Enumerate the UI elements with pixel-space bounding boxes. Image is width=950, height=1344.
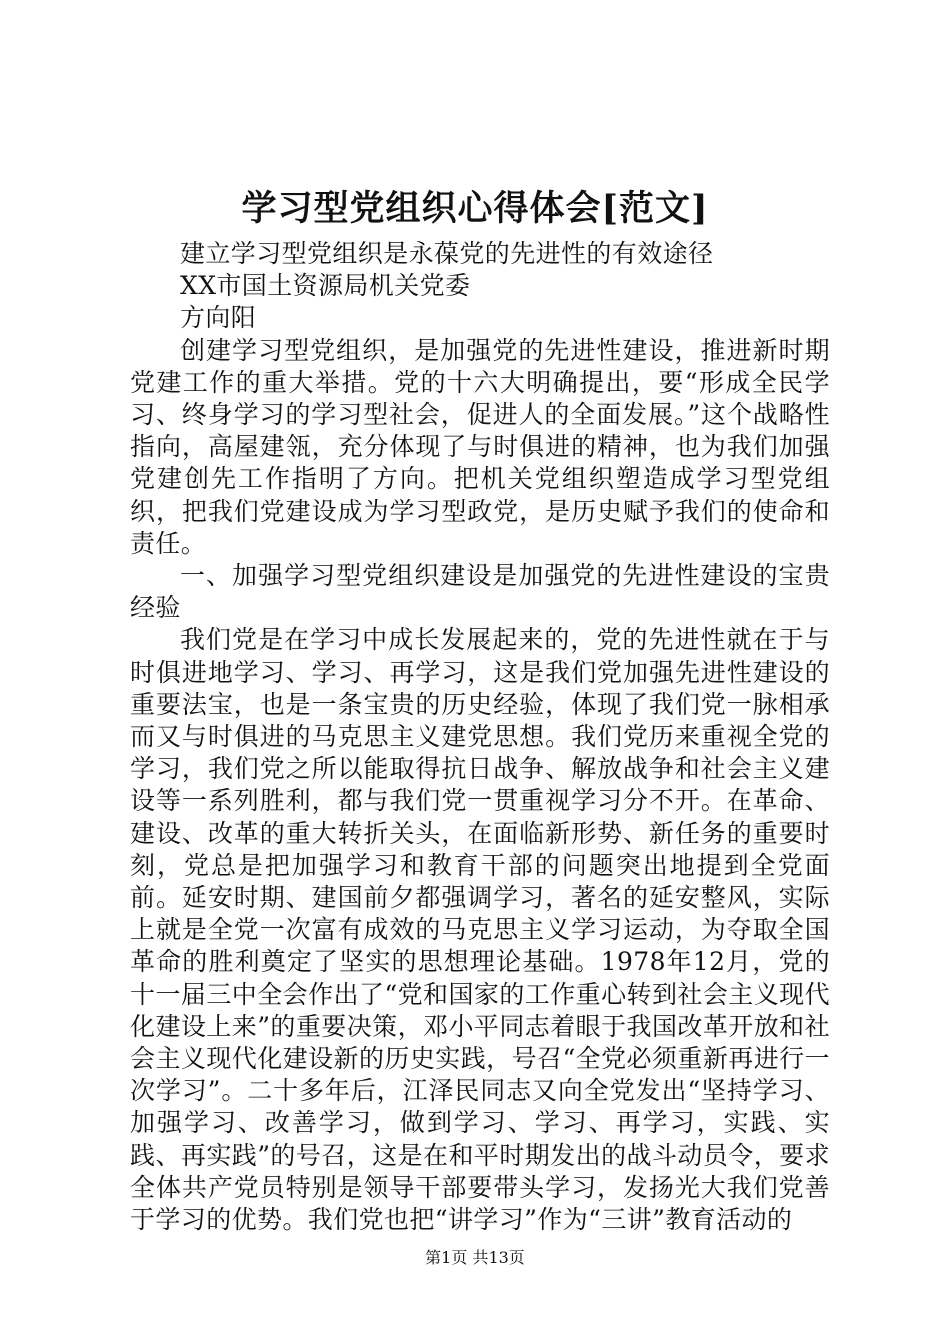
author-line: 方向阳 xyxy=(180,303,257,333)
body-paragraph: 我们党是在学习中成长发展起来的，党的先进性就在于与时俱进地学习、学习、再学习，这是我们党加强先进性建设的重要法宝，也是一条宝贵的历史经验，体现了我们党一脉相承而又与时俱进的马克思主义建党思想。我们党历来重视全党的学习，我们党之所以能取得抗日战争、解放战争和社会主义建设等一系列胜利，都与我们党一贯重视学习分不开。在革命、建设、改革的重大转折关头，在面临新形势、新任务的重要时刻，党总是把加强学习和教育干部的问题突出地提到全党面前。延安时期、建国前夕都强调学习，著名的延安整风，实际上就是全党一次富有成效的马克思主义学习运动，为夺取全国革命的胜利奠定了坚实的思想理论基础。1978年12月，党的十一届三中全会作出了“党和国家的工作重心转到社会主义现代化建设上来”的重要决策，邓小平同志着眼于我国改革开放和社会主义现代化建设新的历史实践，号召“全党必须重新再进行一次学习”。二十多年后，江泽民同志又向全党发出“坚持学习、加强学习、改善学习，做到学习、学习、再学习，实践、实践、再实践”的号召，这是在和平时期发出的战斗动员令，要求全体共产党员特别是领导干部要带头学习，发扬光大我们党善于学习的优势。我们党也把“讲学习”作为“三讲”教育活动的 xyxy=(130,625,830,1235)
body-paragraph: 创建学习型党组织，是加强党的先进性建设，推进新时期党建工作的重大举措。党的十六大明确提出，要“形成全民学习、终身学习的学习型社会，促进人的全面发展。”这个战略性指向，高屋建瓴，充分体现了与时俱进的精神，也为我们加强党建创先工作指明了方向。把机关党组织塑造成学习型党组织，把我们党建设成为学习型政党，是历史赋予我们的使命和责任。 xyxy=(130,335,830,558)
section-heading: 一、加强学习型党组织建设是加强党的先进性建设的宝贵经验 xyxy=(130,561,830,623)
document-body xyxy=(130,238,830,1236)
subtitle-paragraph: 建立学习型党组织是永葆党的先进性的有效途径 xyxy=(180,239,714,268)
document-title: 学习型党组织心得体会[范文] xyxy=(241,188,709,229)
page-footer: 第1页 共13页 xyxy=(425,1248,525,1267)
organization-line: XX市国土资源局机关党委 xyxy=(180,271,471,301)
